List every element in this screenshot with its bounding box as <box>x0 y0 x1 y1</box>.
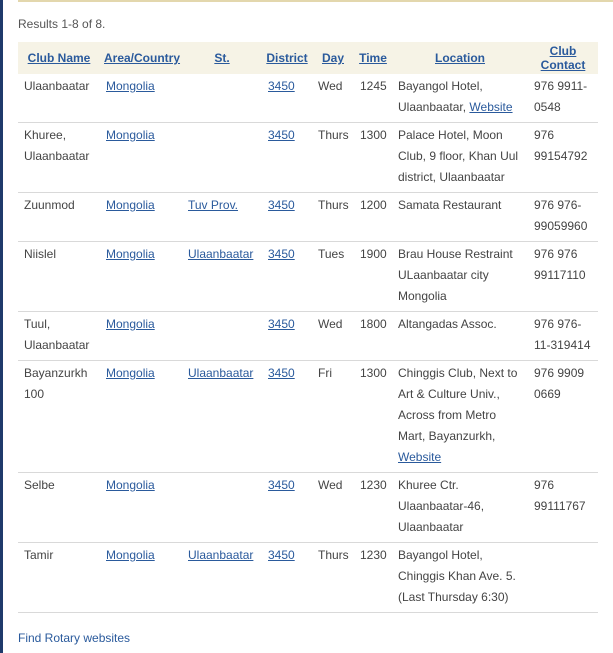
location-cell <box>392 473 528 543</box>
state-link[interactable]: Ulaanbaatar <box>188 548 254 562</box>
time-text: 1300 <box>360 366 387 380</box>
table-row <box>18 123 598 193</box>
state-cell <box>182 123 262 193</box>
table-row <box>18 473 598 543</box>
district-link[interactable]: 3450 <box>268 478 295 492</box>
day-cell <box>312 123 354 193</box>
club-contact-text: 976 9911-0548 <box>534 79 588 114</box>
col-header-time[interactable]: Time <box>359 51 387 65</box>
club-name-text: Bayanzurkh 100 <box>24 366 88 401</box>
location-text: Khuree Ctr. Ulaanbaatar-46, Ulaanbaatar <box>398 478 485 534</box>
day-text: Tues <box>318 247 345 261</box>
location-cell <box>392 74 528 123</box>
club-contact-text: 976 976-11-319414 <box>534 317 591 352</box>
time-cell <box>354 123 392 193</box>
clubs-table <box>18 42 598 613</box>
club-name-cell <box>18 361 100 473</box>
club-name-text: Ulaanbaatar <box>24 79 90 93</box>
location-text: Chinggis Club, Next to Art & Culture Univ., Across from Metro Mart, Bayanzurkh, <box>398 366 518 443</box>
district-link[interactable]: 3450 <box>268 198 295 212</box>
table-row <box>18 543 598 613</box>
col-header-state[interactable]: St. <box>214 51 230 65</box>
top-divider <box>18 0 613 2</box>
club-contact-cell <box>528 312 598 361</box>
country-link[interactable]: Mongolia <box>106 366 155 380</box>
country-link[interactable]: Mongolia <box>106 317 155 331</box>
country-cell <box>100 543 182 613</box>
time-text: 1300 <box>360 128 387 142</box>
table-row <box>18 312 598 361</box>
location-text: Palace Hotel, Moon Club, 9 floor, Khan Uul district, Ulaanbaatar <box>398 128 519 184</box>
day-text: Wed <box>318 317 343 331</box>
country-link[interactable]: Mongolia <box>106 79 155 93</box>
location-text: Samata Restaurant <box>398 198 502 212</box>
club-contact-cell <box>528 123 598 193</box>
state-cell <box>182 312 262 361</box>
time-cell <box>354 193 392 242</box>
country-cell <box>100 473 182 543</box>
state-cell <box>182 473 262 543</box>
country-link[interactable]: Mongolia <box>106 247 155 261</box>
district-cell <box>262 74 312 123</box>
district-link[interactable]: 3450 <box>268 128 295 142</box>
club-name-text: Niislel <box>24 247 57 261</box>
district-cell <box>262 193 312 242</box>
state-cell <box>182 74 262 123</box>
location-cell <box>392 123 528 193</box>
results-count: Results 1-8 of 8. <box>18 17 106 31</box>
table-row <box>18 193 598 242</box>
country-cell <box>100 242 182 312</box>
club-name-cell <box>18 543 100 613</box>
country-link[interactable]: Mongolia <box>106 478 155 492</box>
day-cell <box>312 193 354 242</box>
club-name-text: Tamir <box>24 548 54 562</box>
country-cell <box>100 193 182 242</box>
time-text: 1200 <box>360 198 387 212</box>
club-name-cell <box>18 312 100 361</box>
time-cell <box>354 543 392 613</box>
col-header-area-country[interactable]: Area/Country <box>104 51 181 65</box>
time-cell <box>354 242 392 312</box>
location-text: Brau House Restraint ULaanbaatar city Mongolia <box>398 247 513 303</box>
time-text: 1245 <box>360 79 387 93</box>
time-cell <box>354 312 392 361</box>
day-cell <box>312 543 354 613</box>
location-cell <box>392 543 528 613</box>
location-text: Altangadas Assoc. <box>398 317 497 331</box>
club-contact-text: 976 976 99117110 <box>534 247 586 282</box>
day-text: Wed <box>318 79 343 93</box>
country-cell <box>100 361 182 473</box>
location-cell <box>392 361 528 473</box>
club-name-cell <box>18 74 100 123</box>
club-name-cell <box>18 123 100 193</box>
district-link[interactable]: 3450 <box>268 247 295 261</box>
left-border-bar <box>0 0 3 653</box>
day-cell <box>312 312 354 361</box>
district-cell <box>262 242 312 312</box>
state-link[interactable]: Ulaanbaatar <box>188 247 254 261</box>
district-link[interactable]: 3450 <box>268 548 295 562</box>
district-cell <box>262 543 312 613</box>
district-cell <box>262 312 312 361</box>
col-header-club-contact[interactable]: Club Contact <box>540 44 586 72</box>
club-contact-cell <box>528 473 598 543</box>
country-link[interactable]: Mongolia <box>106 128 155 142</box>
club-contact-text: 976 99154792 <box>534 128 588 163</box>
state-cell <box>182 242 262 312</box>
table-row <box>18 74 598 123</box>
day-text: Thurs <box>318 548 349 562</box>
club-contact-cell <box>528 193 598 242</box>
day-text: Thurs <box>318 128 349 142</box>
club-name-cell <box>18 473 100 543</box>
club-name-text: Khuree, Ulaanbaatar <box>24 128 90 163</box>
state-cell <box>182 361 262 473</box>
location-cell <box>392 312 528 361</box>
time-cell <box>354 74 392 123</box>
state-cell <box>182 543 262 613</box>
club-name-text: Tuul, Ulaanbaatar <box>24 317 90 352</box>
location-cell <box>392 193 528 242</box>
col-header-district[interactable]: District <box>266 51 308 65</box>
club-contact-text: 976 9909 0669 <box>534 366 585 401</box>
district-link[interactable]: 3450 <box>268 317 295 331</box>
day-text: Thurs <box>318 198 349 212</box>
location-cell <box>392 242 528 312</box>
country-link[interactable]: Mongolia <box>106 198 155 212</box>
time-cell <box>354 361 392 473</box>
district-cell <box>262 123 312 193</box>
club-name-text: Zuunmod <box>24 198 75 212</box>
district-link[interactable]: 3450 <box>268 366 295 380</box>
club-contact-text: 976 99111767 <box>534 478 586 513</box>
time-text: 1230 <box>360 548 387 562</box>
club-contact-cell <box>528 361 598 473</box>
col-header-day[interactable]: Day <box>321 51 344 65</box>
time-text: 1900 <box>360 247 387 261</box>
table-row <box>18 361 598 473</box>
day-cell <box>312 361 354 473</box>
time-cell <box>354 473 392 543</box>
club-name-text: Selbe <box>24 478 55 492</box>
col-header-club-name[interactable]: Club Name <box>27 51 91 65</box>
district-cell <box>262 473 312 543</box>
club-contact-cell <box>528 242 598 312</box>
location-text: Bayangol Hotel, Chinggis Khan Ave. 5. (Last Thursday 6:30) <box>398 548 516 604</box>
day-cell <box>312 242 354 312</box>
table-header-row <box>18 42 598 74</box>
club-contact-cell <box>528 74 598 123</box>
district-link[interactable]: 3450 <box>268 79 295 93</box>
location-text: Bayangol Hotel, Ulaanbaatar, <box>398 79 483 114</box>
country-cell <box>100 312 182 361</box>
district-cell <box>262 361 312 473</box>
find-rotary-websites-link[interactable]: Find Rotary websites <box>18 631 131 645</box>
state-cell <box>182 193 262 242</box>
website-link[interactable]: Website <box>469 100 513 114</box>
club-contact-cell <box>528 543 598 613</box>
day-text: Fri <box>318 366 332 380</box>
country-cell <box>100 123 182 193</box>
day-text: Wed <box>318 478 343 492</box>
col-header-location[interactable]: Location <box>435 51 485 65</box>
club-contact-text: 976 976-99059960 <box>534 198 588 233</box>
day-cell <box>312 74 354 123</box>
state-link[interactable]: Ulaanbaatar <box>188 366 254 380</box>
country-link[interactable]: Mongolia <box>106 548 155 562</box>
country-cell <box>100 74 182 123</box>
table-row <box>18 242 598 312</box>
time-text: 1800 <box>360 317 387 331</box>
website-link[interactable]: Website <box>398 450 442 464</box>
club-name-cell <box>18 193 100 242</box>
day-cell <box>312 473 354 543</box>
time-text: 1230 <box>360 478 387 492</box>
club-name-cell <box>18 242 100 312</box>
state-link[interactable]: Tuv Prov. <box>188 198 239 212</box>
